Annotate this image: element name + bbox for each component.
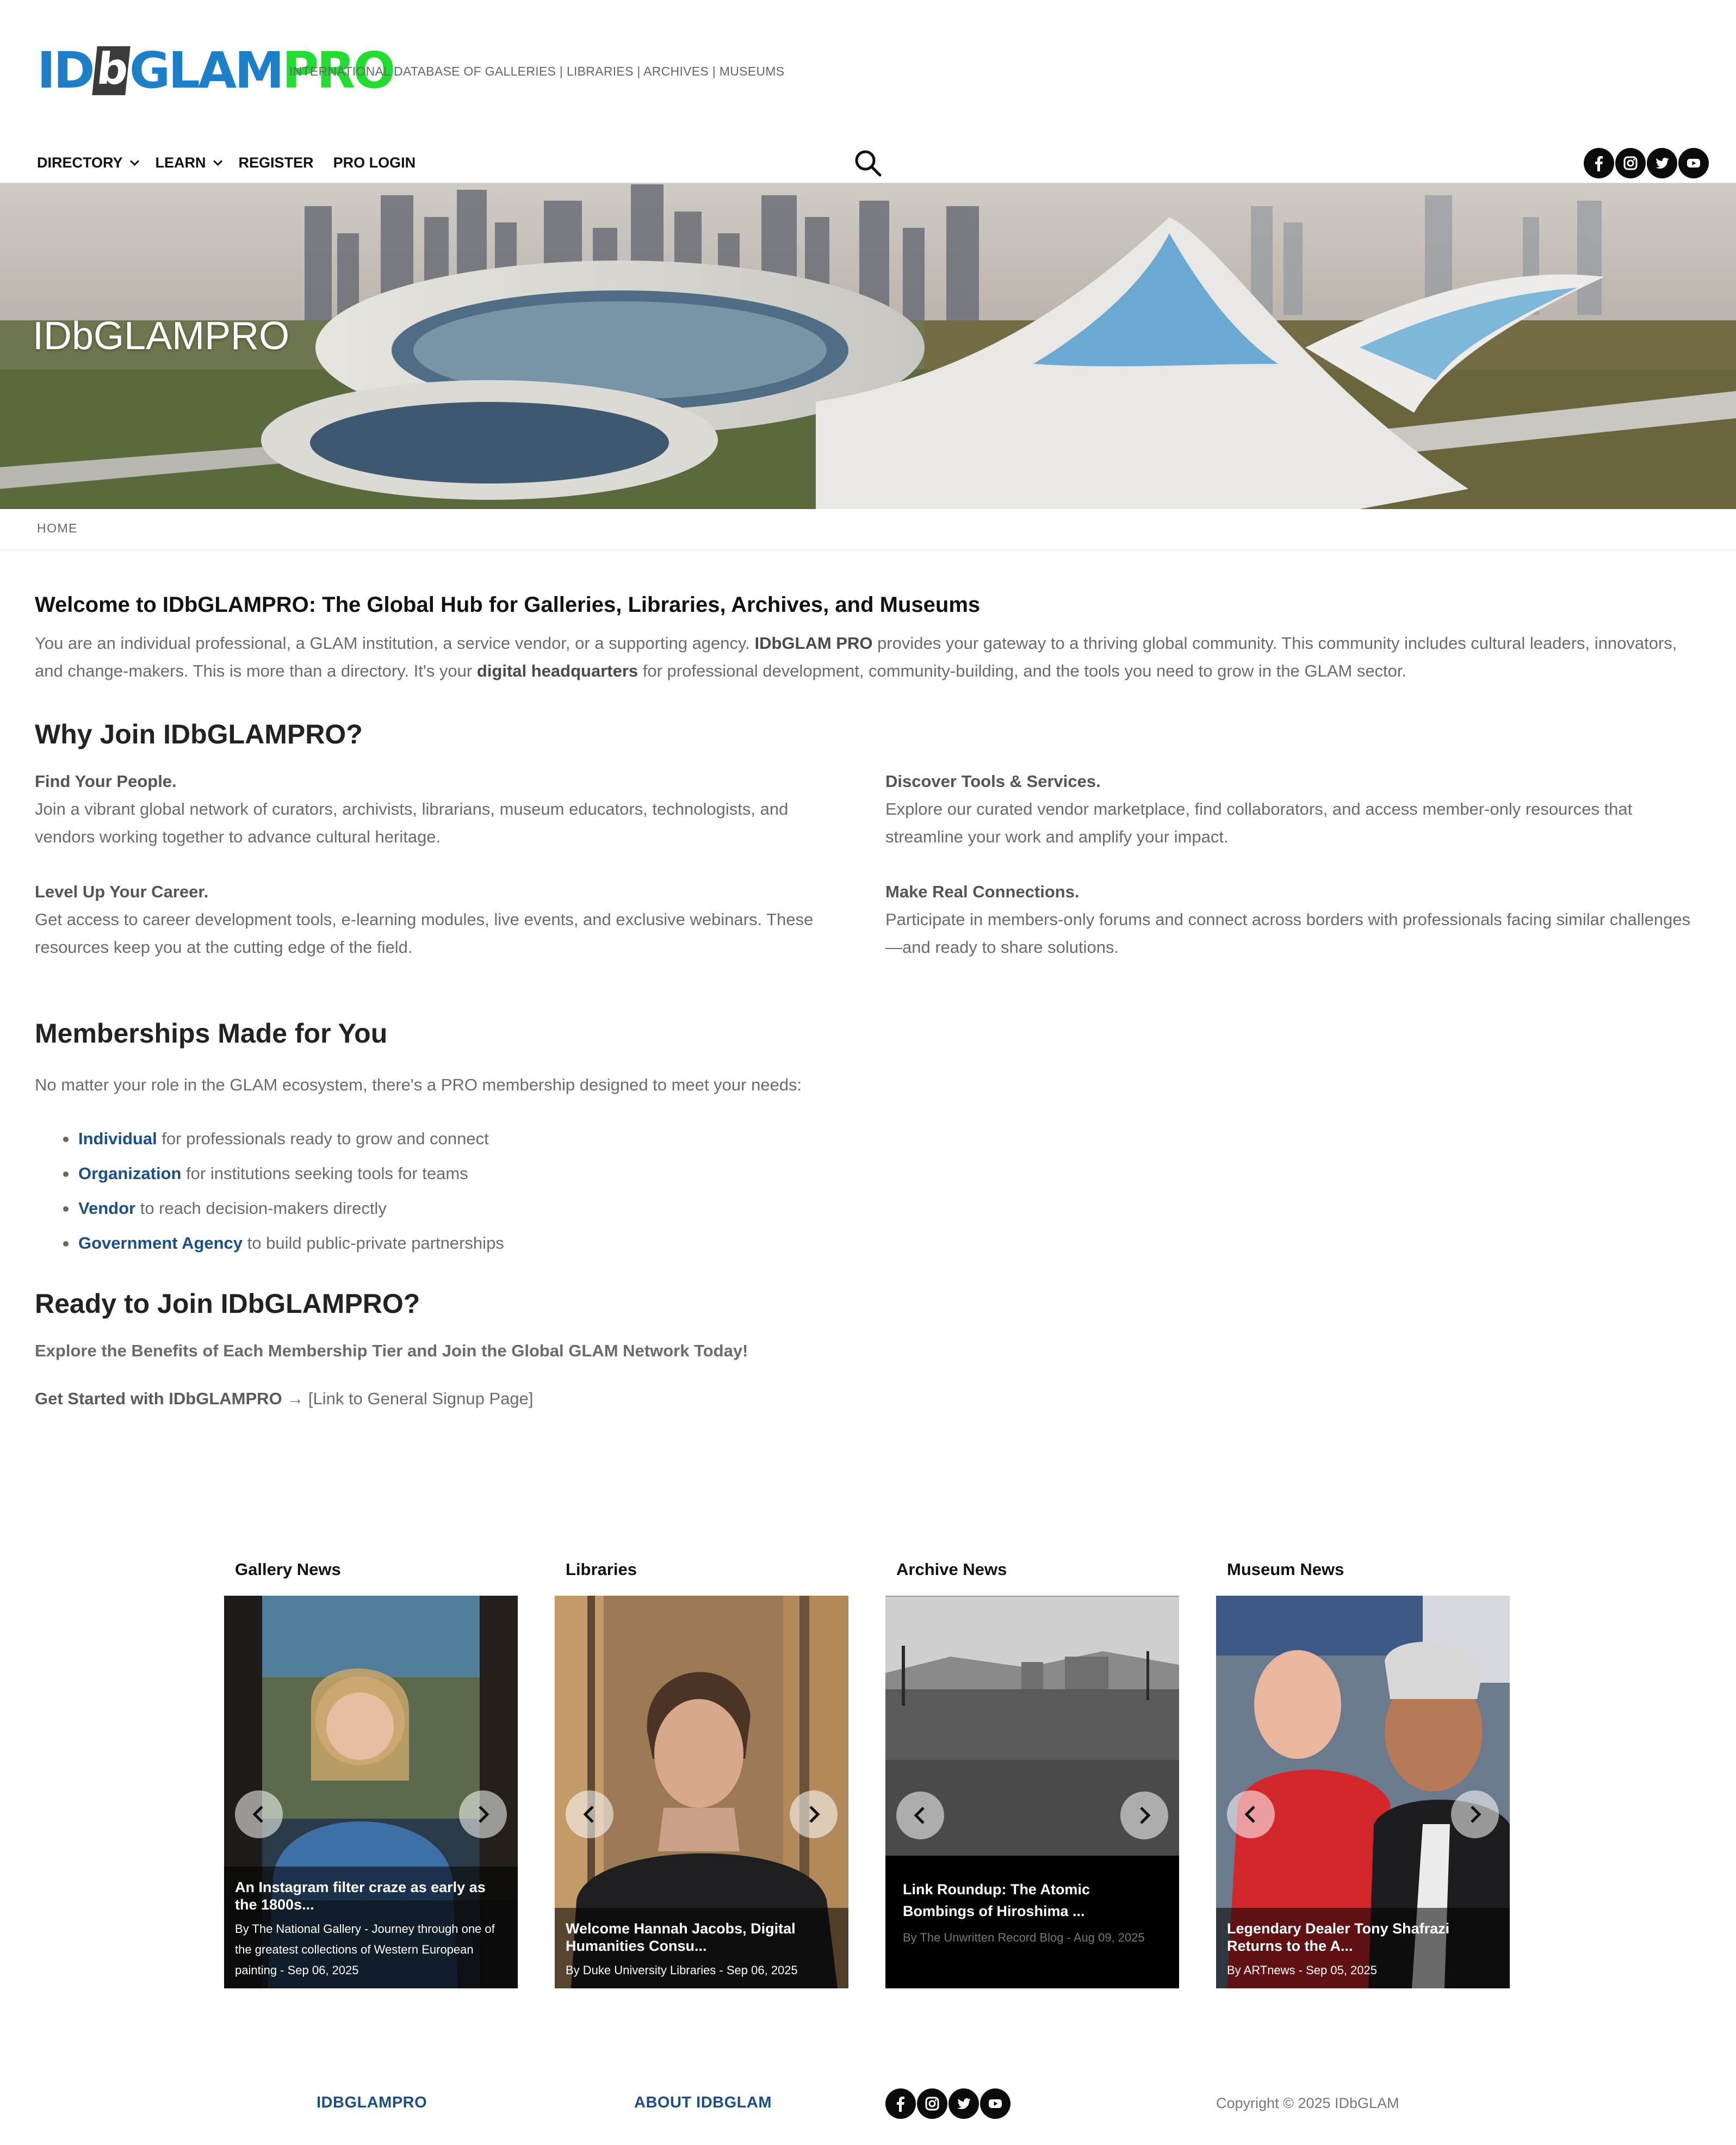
main-content <box>35 593 1701 1409</box>
news-section-title: Gallery News <box>235 1560 341 1579</box>
membership-link-vendor[interactable]: Vendor <box>78 1199 136 1218</box>
membership-link-government-agency[interactable]: Government Agency <box>78 1233 243 1253</box>
youtube-icon[interactable] <box>980 2088 1010 2119</box>
news-meta: By The Unwritten Record Blog - Aug 09, 2025 <box>903 1931 1145 1944</box>
list-item: Government Agency to build public-private partnerships <box>63 1226 1701 1261</box>
hero-title: IDbGLAMPRO <box>33 314 290 358</box>
memberships-heading: Memberships Made for You <box>35 1018 388 1049</box>
feature-find-people <box>35 767 885 851</box>
news-section-title: Museum News <box>1227 1560 1344 1579</box>
news-caption <box>224 1867 518 1988</box>
news-headline: Link Roundup: The Atomic Bombings of Hiroshima ... <box>903 1881 1090 1919</box>
nav-learn[interactable] <box>156 154 219 171</box>
footer-link-idbglampro[interactable]: IDBGLAMPRO <box>317 2094 427 2111</box>
news-headline: Welcome Hannah Jacobs, Digital Humanities Consu... <box>566 1920 796 1954</box>
header-social-links <box>1584 148 1709 178</box>
news-caption <box>555 1908 848 1988</box>
news-headline: Legendary Dealer Tony Shafrazi Returns to the A... <box>1227 1920 1450 1954</box>
features-grid <box>35 767 1701 961</box>
nav-learn-label: LEARN <box>155 154 206 171</box>
explore-line: Explore the Benefits of Each Membership Tier and Join the Global GLAM Network Today! <box>35 1341 748 1360</box>
why-join-heading: Why Join IDbGLAMPRO? <box>35 719 363 749</box>
chevron-right-icon <box>1464 1803 1486 1825</box>
chevron-right-icon <box>1133 1805 1155 1826</box>
libraries-news-widget <box>555 1560 848 1988</box>
breadcrumb-home[interactable]: HOME <box>37 521 78 535</box>
news-caption <box>885 1856 1179 1988</box>
feature-title: Make Real Connections. <box>885 882 1080 901</box>
news-card[interactable] <box>885 1596 1179 1988</box>
feature-text: Get access to career development tools, e-learning modules, live events, and exclusive webinars. These resources keep you at the cutting edge of the field. <box>35 910 814 957</box>
facebook-icon[interactable] <box>1584 148 1614 178</box>
list-item: Vendor to reach decision-makers directly <box>63 1191 1701 1226</box>
welcome-heading: Welcome to IDbGLAMPRO: The Global Hub for Galleries, Libraries, Archives, and Museums <box>35 593 981 617</box>
footer-link-about[interactable]: ABOUT IDBGLAM <box>634 2094 772 2111</box>
youtube-icon[interactable] <box>1678 148 1709 178</box>
news-card[interactable] <box>1216 1596 1510 1988</box>
main-nav <box>37 154 416 171</box>
feature-text: Participate in members-only forums and connect across borders with professionals facing similar challenges—and ready to share solutions. <box>885 910 1691 957</box>
membership-list <box>63 1121 1701 1261</box>
chevron-right-icon <box>803 1803 824 1825</box>
news-card[interactable] <box>555 1596 848 1988</box>
site-tagline: INTERNATIONAL DATABASE OF GALLERIES | LIBRARIES | ARCHIVES | MUSEUMS <box>289 64 785 78</box>
nav-directory[interactable] <box>37 154 136 171</box>
news-section-title: Libraries <box>566 1560 637 1579</box>
feature-title: Discover Tools & Services. <box>885 772 1101 791</box>
carousel-next-button[interactable] <box>1451 1790 1499 1838</box>
feature-title: Find Your People. <box>35 772 177 791</box>
carousel-prev-button[interactable] <box>566 1790 613 1838</box>
facebook-icon[interactable] <box>885 2088 916 2119</box>
list-item: Organization for institutions seeking tools for teams <box>63 1156 1701 1191</box>
feature-discover-tools <box>885 767 1701 851</box>
carousel-next-button[interactable] <box>790 1790 838 1838</box>
chevron-down-icon <box>213 156 222 165</box>
chevron-left-icon <box>248 1803 270 1825</box>
carousel-prev-button[interactable] <box>235 1790 283 1838</box>
news-meta: By Duke University Libraries - Sep 06, 2025 <box>566 1963 798 1977</box>
get-started-line: Get Started with IDbGLAMPRO → [Link to General Signup Page] <box>35 1389 534 1408</box>
carousel-next-button[interactable] <box>1120 1791 1168 1839</box>
feature-connections <box>885 878 1701 961</box>
ready-heading: Ready to Join IDbGLAMPRO? <box>35 1288 420 1319</box>
chevron-left-icon <box>579 1803 600 1825</box>
museum-news-widget <box>1216 1560 1510 1988</box>
news-caption <box>1216 1908 1510 1988</box>
news-meta: By The National Gallery - Journey through one of the greatest collections of Western European painting - Sep 06, 2025 <box>235 1922 495 1977</box>
gallery-news-widget <box>224 1560 518 1988</box>
footer-social-links <box>885 2088 1010 2119</box>
chevron-left-icon <box>1240 1803 1262 1825</box>
feature-level-up <box>35 878 885 961</box>
copyright-text: Copyright © 2025 IDbGLAM <box>1216 2095 1399 2111</box>
feature-text: Join a vibrant global network of curators, archivists, librarians, museum educators, technologists, and vendors working together to advance cultural heritage. <box>35 799 789 846</box>
news-meta: By ARTnews - Sep 05, 2025 <box>1227 1963 1377 1977</box>
twitter-icon[interactable] <box>948 2088 979 2119</box>
memberships-intro: No matter your role in the GLAM ecosystem, there's a PRO membership designed to meet your needs: <box>35 1075 802 1094</box>
chevron-left-icon <box>909 1805 931 1826</box>
news-headline: An Instagram filter craze as early as the 1800s... <box>235 1879 486 1913</box>
nav-directory-label: DIRECTORY <box>37 154 123 171</box>
membership-link-organization[interactable]: Organization <box>78 1164 182 1183</box>
carousel-prev-button[interactable] <box>1227 1790 1275 1838</box>
twitter-icon[interactable] <box>1647 148 1677 178</box>
instagram-icon[interactable] <box>1615 148 1646 178</box>
carousel-next-button[interactable] <box>459 1790 507 1838</box>
nav-register[interactable]: REGISTER <box>238 154 314 171</box>
breadcrumb-bar <box>0 509 1736 550</box>
logo-wordmark: ID b GLAM PRO <box>37 41 394 100</box>
news-section-title: Archive News <box>896 1560 1007 1579</box>
search-icon[interactable] <box>853 148 883 178</box>
instagram-icon[interactable] <box>917 2088 947 2119</box>
nav-pro-login[interactable]: PRO LOGIN <box>333 154 416 171</box>
chevron-right-icon <box>472 1803 494 1825</box>
feature-title: Level Up Your Career. <box>35 882 209 901</box>
feature-text: Explore our curated vendor marketplace, find collaborators, and access member-only resources that streamline your work and amplify your impact. <box>885 799 1633 846</box>
hero-banner <box>0 184 1736 509</box>
list-item: Individual for professionals ready to grow and connect <box>63 1121 1701 1156</box>
news-card[interactable] <box>224 1596 518 1988</box>
archive-news-widget <box>885 1560 1179 1988</box>
membership-link-individual[interactable]: Individual <box>78 1129 157 1148</box>
welcome-paragraph: You are an individual professional, a GLAM institution, a service vendor, or a supporting agency. IDbGLAM PRO provides your gateway to a thriving global community. This community includes cultural leaders, innovators, and change-makers. This is more than a directory. It's your digital headquarters for professional development, community-building, and the tools you need to grow in the GLAM sector. <box>35 634 1677 680</box>
chevron-down-icon <box>130 156 139 165</box>
carousel-prev-button[interactable] <box>896 1791 944 1839</box>
